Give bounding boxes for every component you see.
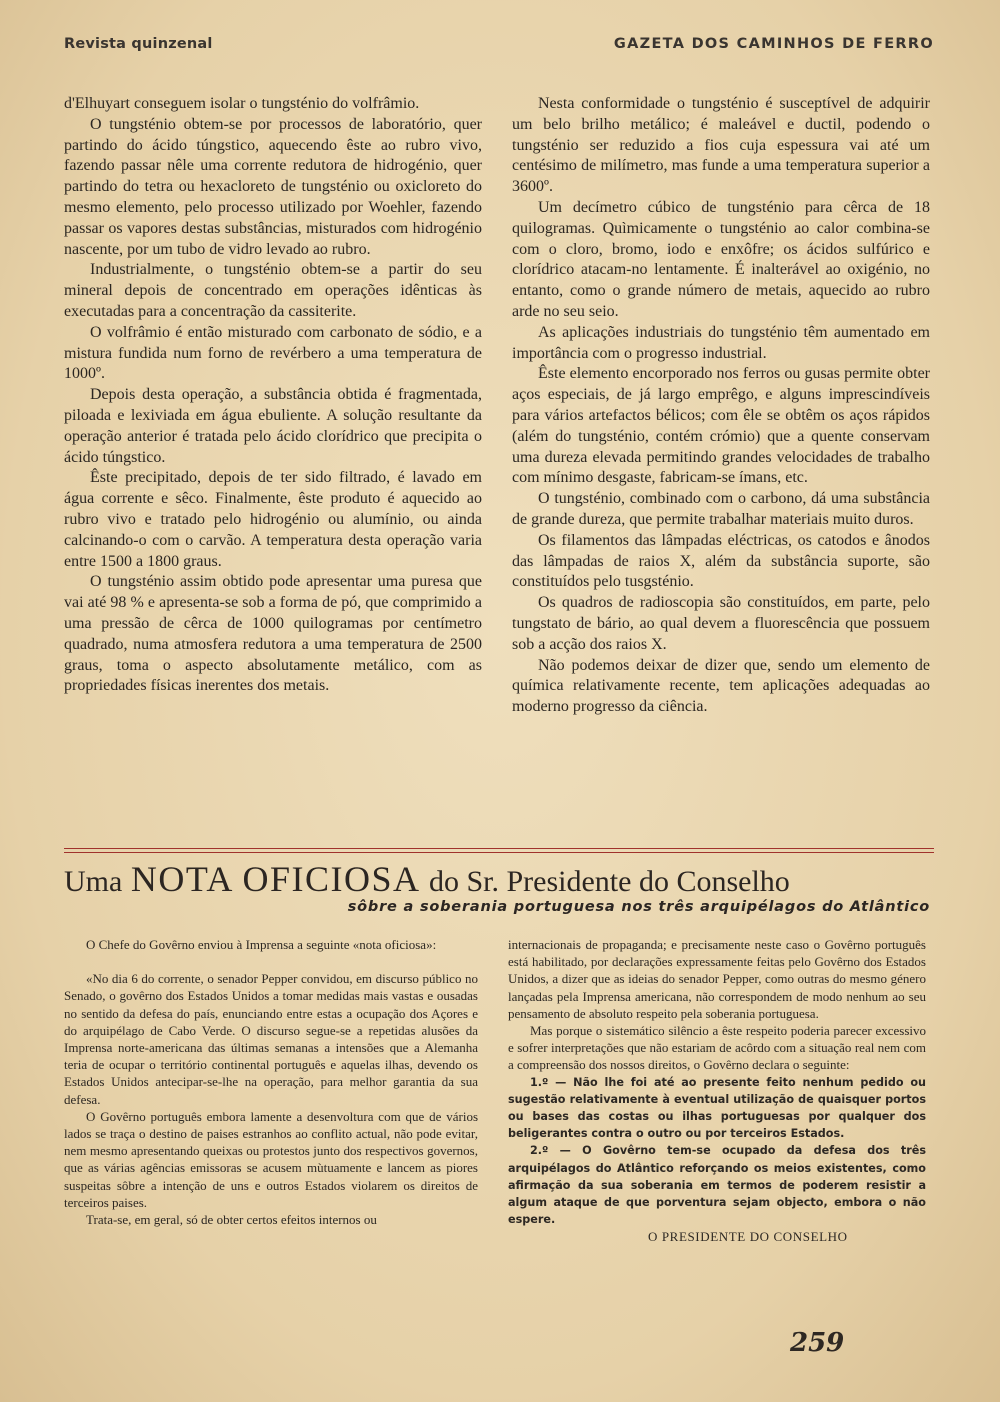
page-number: 259: [790, 1328, 845, 1358]
paragraph: «No dia 6 do corrente, o senador Pepper convidou, em discurso público no Senado, o govêrno dos Estados Unidos a tomar medidas mais vastas e ousadas no sentido da defesa do país, enunciando entre estas a ocupação dos Açores e do arquipélago de Cabo Verde. O discurso segue-se a repetidas alusões da Imprensa norte-americana das últimas semanas a intensões que a Alemanha teria de ocupar o território continental português e aquelas ilhas, devendo os Estados Unidos antecipar-se-lhe na operação, para melhor garantia da sua defesa.: [64, 971, 478, 1107]
header-left: Revista quinzenal: [64, 36, 213, 52]
article-column-left: [64, 94, 482, 697]
declaration-item: 1.º — Não lhe foi até ao presente feito nenhum pedido ou sugestão relativamente à eventual utilização de quaisquer portos ou bases das costas ou ilhas portuguesas por qualquer dos beligerantes contra o outro ou por terceiros Estados.: [508, 1075, 926, 1141]
title-part: do Sr. Presidente do Conselho: [428, 865, 790, 898]
paragraph: Não podemos deixar de dizer que, sendo um elemento de química relativamente recente, tem aplicações adequadas ao moderno progresso da ciência.: [512, 656, 930, 716]
paragraph: O tungsténio assim obtido pode apresentar uma puresa que vai até 98 % e apresenta-se sob a forma de pó, que comprimido a uma pressão de cêrca de 1000 quilogramas por centímetro quadrado, numa atmosfera redutora a uma temperatura de 2500 graus, toma o aspecto absolutamente metálico, com as propriedades físicas inerentes dos metais.: [64, 573, 482, 695]
paragraph: internacionais de propaganda; e precisamente neste caso o Govêrno português está habilitado, por declarações expressamente feitas pelo Govêrno dos Estados Unidos, a dizer que as ideias do senador Pepper, como outras do mesmo género lançadas pela Imprensa americana, não correspondem de modo nenhum ao seu pensamento de absoluto respeito pela soberania portuguesa.: [508, 937, 926, 1021]
paragraph: Depois desta operação, a substância obtida é fragmentada, piloada e lexiviada em água ebuliente. A solução resultante da operação anterior é tratada pelo ácido clorídrico que precipita o ácido túngstico.: [64, 386, 482, 466]
signature: O PRESIDENTE DO CONSELHO: [648, 1229, 848, 1245]
paragraph: O volfrâmio é então misturado com carbonato de sódio, e a mistura fundida num forno de revérbero a uma temperatura de 1000º.: [64, 323, 482, 383]
paragraph: O Chefe do Govêrno enviou à Imprensa a seguinte «nota oficiosa»:: [86, 937, 437, 952]
note-title: [64, 859, 934, 903]
paragraph: O tungsténio obtem-se por processos de laboratório, quer partindo do ácido túngstico, aquecendo êste ao rubro vivo, fazendo passar nêle uma corrente redutora de hidrogénio, quer partindo do tetra ou hexacloreto de tungsténio ou oxicloreto do mesmo elemento, pelo processo utilizado por Woehler, fazendo passar os vapores destas substâncias, misturados com hidrogénio nascente, por um tubo de vidro levado ao rubro.: [64, 115, 482, 258]
note-column-right: [508, 936, 926, 1246]
title-part-highlight: NOTA OFICIOSA: [130, 859, 421, 899]
article-column-right: [512, 94, 930, 718]
title-part: Uma: [64, 865, 123, 898]
declaration-item: 2.º — O Govêrno tem-se ocupado da defesa dos três arquipélagos do Atlântico reforçando os meios existentes, como afirmação da sua soberania em termos de poderem resistir a algum ataque de que porventura sejam objecto, embora o não espere.: [508, 1144, 926, 1227]
section-divider-top: [64, 848, 934, 849]
paragraph: Um decímetro cúbico de tungsténio para cêrca de 18 quilogramas. Quìmicamente o tungsténio ao calor combina-se com o cloro, bromo, iodo e enxôfre; os ácidos sulfúrico e clorídrico atacam-no lentamente. É inalterável ao oxigénio, no entanto, como o grande número de metais, aquecido ao rubro arde no seu seio.: [512, 198, 930, 320]
paragraph: d'Elhuyart conseguem isolar o tungsténio do volfrâmio.: [64, 95, 420, 112]
paragraph: As aplicações industriais do tungsténio têm aumentado em importância com o progresso industrial.: [512, 323, 930, 362]
paragraph: Êste elemento encorporado nos ferros ou gusas permite obter aços especiais, de já largo emprêgo, e alguns imprescindíveis para vários artefactos bélicos; com êle se obtêm os aços rápidos (além do tungsténio, contém crómio) que a quente conservam uma dureza elevada permitindo grandes velocidades de trabalho com mínimo desgaste, fabricam-se ímans, etc.: [512, 365, 930, 487]
paragraph: Mas porque o sistemático silêncio a êste respeito poderia parecer excessivo e sofrer interpretações que não estariam de acôrdo com a situação real nem com a compreensão dos nossos direitos, o Govêrno declara o seguinte:: [508, 1023, 926, 1073]
note-subtitle: sôbre a soberania portuguesa nos três arquipélagos do Atlântico: [347, 899, 930, 915]
paragraph: Êste precipitado, depois de ter sido filtrado, é lavado em água corrente e sêco. Finalmente, êste produto é aquecido ao rubro vivo e tratado pelo hidrogénio ou alumínio, ou ainda calcinando-o com o carvão. A temperatura desta operação varia entre 1500 a 1800 graus.: [64, 469, 482, 570]
paragraph: Nesta conformidade o tungsténio é susceptível de adquirir um belo brilho metálico; é maleável e ductil, podendo o tungsténio ser reduzido a fios cuja espessura vai até um centésimo de milímetro, mas funde a uma temperatura superior a 3600º.: [512, 95, 930, 196]
paragraph: O Govêrno português embora lamente a desenvoltura com que de vários lados se traça o destino de paises estranhos ao conflito actual, não pode evitar, nem mesmo apresentando queixas ou protestos junto dos respectivos governos, que as várias agências emissoras se acusem mùtuamente e lancem as piores suspeitas sôbre a intenção de uns e outros Estados violarem os direitos de terceiros paises.: [64, 1108, 478, 1210]
paragraph: Trata-se, em geral, só de obter certos efeitos internos ou: [86, 1212, 377, 1228]
paragraph: Os quadros de radioscopia são constituídos, em parte, pelo tungstato de bário, ao qual devem a fluorescência que possuem sob a acção dos raios X.: [512, 594, 930, 653]
paragraph: Industrialmente, o tungsténio obtem-se a partir do seu mineral depois de concentrado em operações idênticas às executadas para a concentração da cassiterite.: [64, 261, 482, 320]
note-column-left: [64, 936, 478, 1228]
paragraph: O tungsténio, combinado com o carbono, dá uma substância de grande dureza, que permite trabalhar materiais muito duros.: [512, 490, 930, 528]
section-divider-bottom: [64, 852, 934, 853]
paragraph: Os filamentos das lâmpadas eléctricas, os catodos e ânodos das lâmpadas de raios X, além da substância suporte, são constituídos pelo tusgsténio.: [512, 531, 930, 591]
header-right: GAZETA DOS CAMINHOS DE FERRO: [613, 36, 934, 52]
running-header: [64, 36, 934, 58]
